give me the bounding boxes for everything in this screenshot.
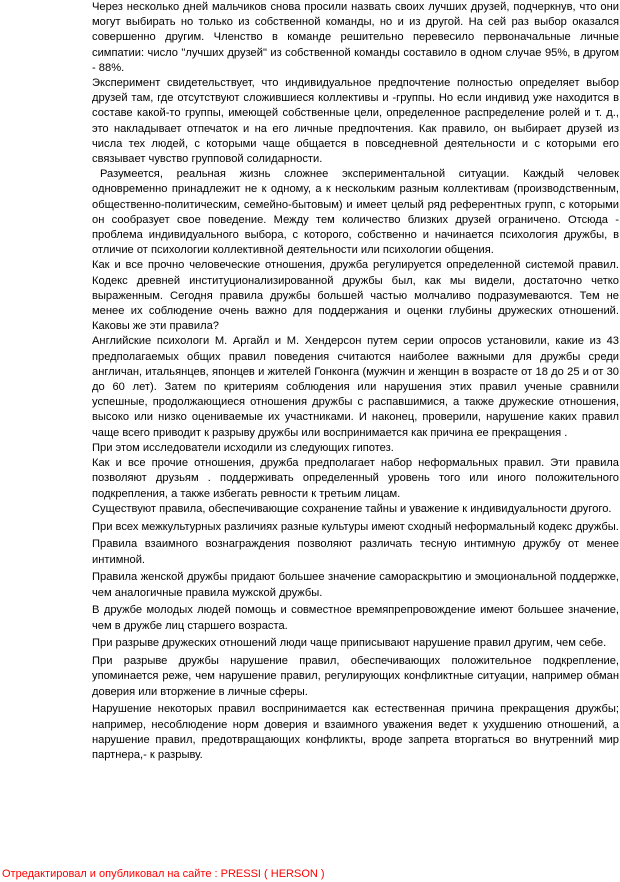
document-body: [92, 0, 619, 763]
paragraph-8: Существуют правила, обеспечивающие сохранение тайны и уважение к индивидуальности другого.: [92, 502, 612, 515]
paragraph-6: При этом исследователи исходили из следующих гипотез.: [92, 441, 394, 454]
paragraph-2: Эксперимент свидетельствует, что индивидуальное предпочтение полностью определяет выбор друзей там, где отсутствуют сложившиеся коллективы и -группы. Но если индивид уже находится в составе какой-то группы, имеющей собственные цели, определенное распределение ролей и т. д., это накладывает отпечаток и на его личные предпочтения. Как правило, он выбирает друзей из числа тех людей, с которыми чаще общается в повседневной деятельности и с которыми его связывает чувство групповой солидарности.: [92, 77, 619, 166]
paragraph-10: Правила взаимного вознаграждения позволяют различать тесную интимную дружбу от менее интимной.: [92, 538, 619, 566]
paragraph-3: Разумеется, реальная жизнь сложнее экспериментальной ситуации. Каждый человек одновременно принадлежит не к одному, а к нескольким разным коллективам (производственным, общественно-политическим, семейно-бытовым) и имеет целый ряд референтных групп, с которыми он сообразует свое поведение. Между тем количество близких друзей ограничено. Отсюда - проблема индивидуального выбора, с которого, собственно и начинается психология дружбы, в отличие от психологии коллективной деятельности или психологии общения.: [92, 168, 619, 257]
paragraph-11: Правила женской дружбы придают большее значение самораскрытию и эмоциональной поддержке, чем аналогичные правила мужской дружбы.: [92, 571, 619, 599]
paragraph-1: Через несколько дней мальчиков снова просили назвать своих лучших друзей, подчеркнув, что они могут выбирать но только из собственной команды, но и из другой. На сей раз выбор оказался совершенно другим. Членство в команде решительно перевесило первоначальные личные симпатии: число "лучших друзей" из собственной команды составило в одном случае 95%, в другом - 88%.: [92, 1, 619, 74]
paragraph-12: В дружбе молодых людей помощь и совместное времяпрепровождение имеют большее значение, чем в дружбе лиц старшего возраста.: [92, 604, 619, 632]
paragraph-5: Английские психологи М. Аргайл и М. Хендерсон путем серии опросов установили, какие из 43 предполагаемых общих правил поведения считаются наиболее важными для дружбы среди англичан, итальянцев, японцев и жителей Гонконга (мужчин и женщин в возрасте от 18 до 25 и от 30 до 60 лет). Затем по критериям соблюдения или нарушения этих правил ученые сравнили успешные, продолжающиеся отношения дружбы с распавшимися, а также дружеские отношения, высоко или низко оцениваемые их участниками. И наконец, проверили, нарушение каких правил чаще всего приводит к разрыву дружбы или воспринимается как причина ее прекращения .: [92, 335, 619, 439]
paragraph-15: Нарушение некоторых правил воспринимается как естественная причина прекращения дружбы; например, несоблюдение норм доверия и взаимного уважения ведет к ухудшению отношений, а нарушение правил, предотвращающих конфликты, вроде запрета вторгаться во внутренний мир партнера,- к разрыву.: [92, 703, 619, 761]
paragraph-14: При разрыве дружбы нарушение правил, обеспечивающих положительное подкрепление, упоминается реже, чем нарушение правил, регулирующих конфликтные ситуации, например обман доверия или вторжение в личные сферы.: [92, 655, 619, 698]
paragraph-13: При разрыве дружеских отношений люди чаще приписывают нарушение правил другим, чем себе.: [92, 637, 607, 650]
paragraph-4: Как и все прочно человеческие отношения, дружба регулируется определенной системой правил. Кодекс древней институционализированной дружбы был, как мы видели, достаточно четко выраженным. Сегодня правила дружбы большей частью молчаливо подразумеваются. Тем не менее их соблюдение очень важно для поддержания и оценки глубины дружеских отношений. Каковы же эти правила?: [92, 259, 619, 333]
paragraph-7: Как и все прочие отношения, дружба предполагает набор неформальных правил. Эти правила позволяют друзьям . поддерживать определенный уровень того или иного положительного подкрепления, а также избегать ревности к третьим лицам.: [92, 457, 619, 500]
paragraph-9: При всех межкультурных различиях разные культуры имеют сходный неформальный кодекс дружбы.: [92, 520, 619, 533]
site-credit-footer: Отредактировал и опубликовал на сайте : PRESSI ( HERSON ): [2, 868, 325, 880]
